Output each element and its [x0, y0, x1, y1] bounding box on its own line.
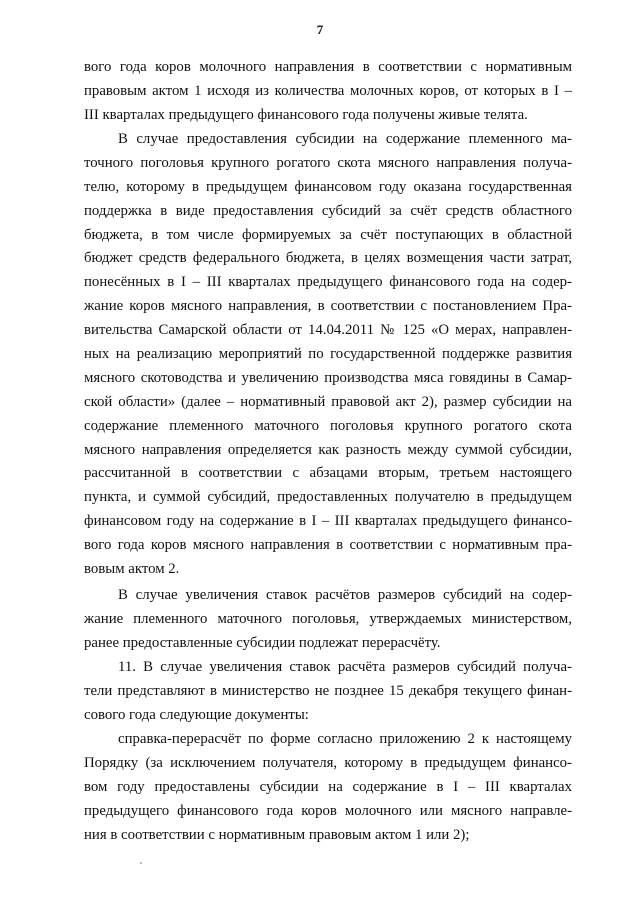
paragraph-continuation — [84, 56, 572, 128]
text-line: содержание племенного маточного поголовья крупного рогатого скота — [84, 417, 572, 434]
text-line: финансовом году на содержание в I – III кварталах предыдущего финансо- — [84, 513, 572, 530]
text-line: вого года коров молочного направления в соответствии с нормативным — [84, 59, 572, 75]
text-line: В случае увеличения ставок расчётов размеров субсидий на содер- — [118, 587, 572, 603]
text-line: жание коров мясного направления, в соответствии с постановлением Пра- — [84, 298, 572, 315]
text-line: ской области» (далее – нормативный правовой акт 2), размер субсидии на — [84, 393, 572, 410]
text-line: жание племенного маточного поголовья, утверждаемых министерством, — [84, 610, 572, 627]
text-line: рассчитанной в соответствии с абзацами вторым, третьем настоящего — [84, 465, 572, 482]
text-line: ния в соответствии с нормативным правовым актом 1 или 2); — [84, 826, 470, 843]
text-line: В случае предоставления субсидии на содержание племенного ма- — [118, 131, 572, 147]
text-line: ранее предоставленные субсидии подлежат перерасчёту. — [84, 634, 441, 651]
text-line: поддержка в виде предоставления субсидий за счёт средств областного — [84, 202, 572, 219]
text-line: бюджета, в том числе формируемых за счёт поступающих в областной — [84, 226, 572, 243]
text-line: III кварталах предыдущего финансового года получены живые телята. — [84, 106, 528, 123]
paragraph-documents-list — [84, 728, 572, 847]
paragraph-beef-cattle-subsidy — [84, 128, 572, 582]
text-line: Порядку (за исключением получателя, которому в предыдущем финансо- — [84, 754, 572, 771]
text-line: 11. В случае увеличения ставок расчёта размеров субсидий получа- — [118, 659, 572, 675]
text-line: вого года коров мясного направления в соответствии с нормативным пра- — [84, 537, 572, 554]
paragraph-recalculation — [84, 584, 572, 656]
page-number: 7 — [316, 22, 324, 37]
text-line: вом году предоставлены субсидии на содержание в I – III кварталах — [84, 778, 572, 795]
text-line: справка-перерасчёт по форме согласно приложению 2 к настоящему — [118, 731, 572, 747]
text-line: вовым актом 2. — [84, 561, 180, 578]
text-line: понесённых в I – III кварталах предыдущего финансового года на содер- — [84, 274, 572, 291]
text-line: ных на реализацию мероприятий по государственной поддержке развития — [84, 346, 572, 363]
text-line: сового года следующие документы: — [84, 706, 309, 723]
text-line: мясного направления определяется как разность между суммой субсидии, — [84, 441, 572, 458]
text-line: правовым актом 1 исходя из количества молочных коров, от которых в I – — [84, 82, 572, 99]
text-line: телю, которому в предыдущем финансовом году оказана государственная — [84, 178, 572, 195]
scan-speck — [140, 862, 142, 864]
text-line: тели представляют в министерство не позднее 15 декабря текущего финан- — [84, 682, 572, 699]
text-line: пункта, и суммой субсидий, предоставленных получателю в предыдущем — [84, 489, 572, 506]
text-line: вительства Самарской области от 14.04.2011 № 125 «О мерах, направлен- — [84, 322, 572, 339]
text-line: мясного скотоводства и увеличению производства мяса говядины в Самар- — [84, 369, 572, 386]
text-line: точного поголовья крупного рогатого скота мясного направления получа- — [84, 154, 572, 171]
paragraph-item-11 — [84, 656, 572, 728]
text-line: бюджет средств федерального бюджета, в целях возмещения части затрат, — [84, 250, 572, 267]
text-line: предыдущего финансового года коров молочного или мясного направле- — [84, 802, 572, 819]
